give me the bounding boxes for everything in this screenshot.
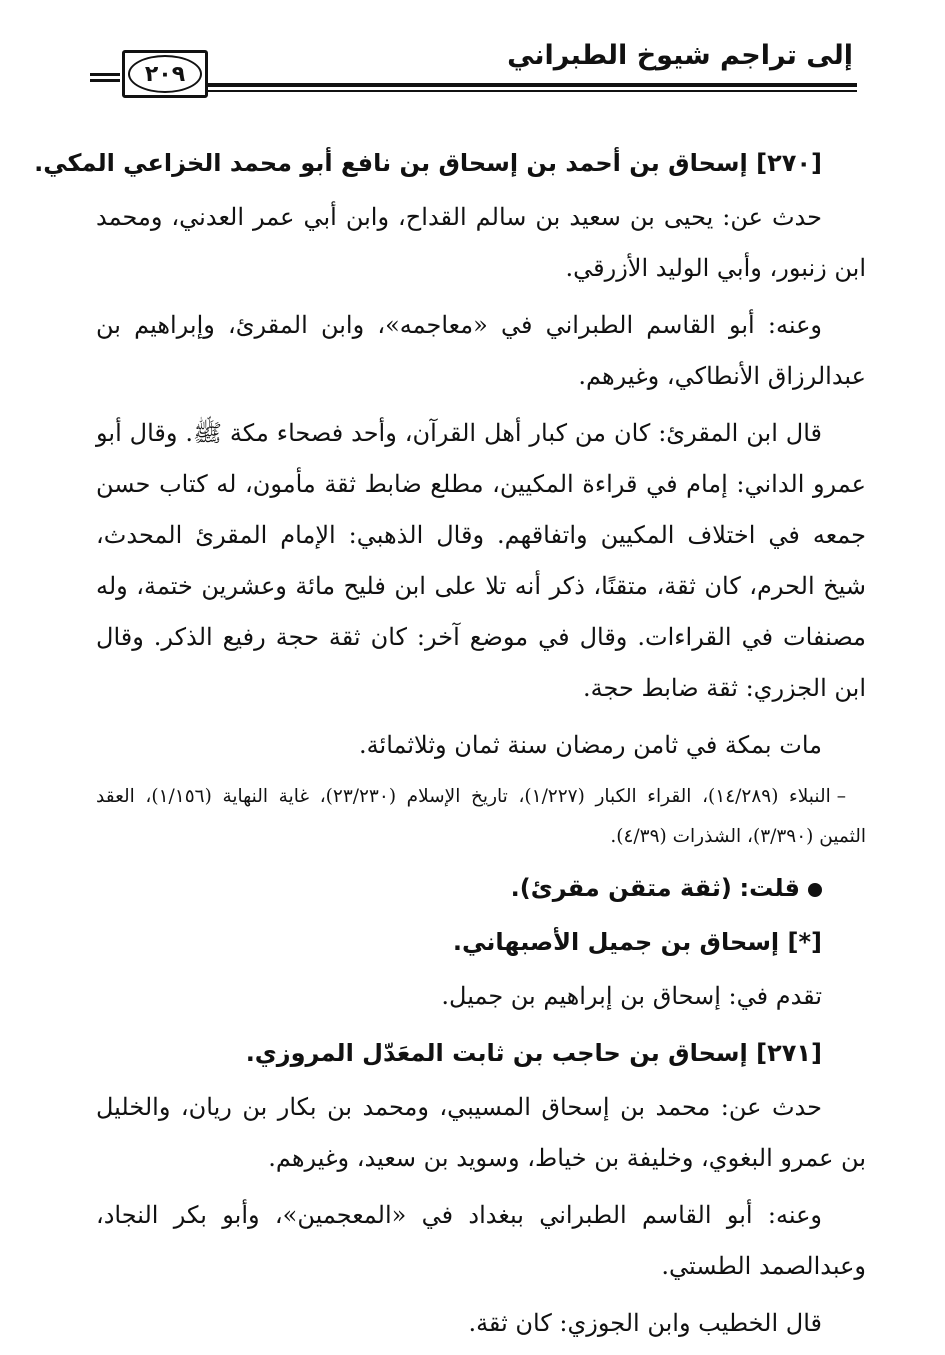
bullet-dot-icon (808, 883, 822, 897)
entry-271-narrated-from: حدث عن: محمد بن إسحاق المسيبي، ومحمد بن بكار بن ريان، والخليل بن عمرو البغوي، وخليفة بن خياط، وسويد بن سعيد، وغيرهم. (96, 1093, 866, 1172)
header-stub (90, 73, 120, 76)
entry-heading-271: [٢٧١] إسحاق بن حاجب بن ثابت المعَدّل المروزي. (245, 1039, 822, 1067)
header-rule-thin (208, 90, 857, 92)
entry-270-assessments: قال ابن المقرئ: كان من كبار أهل القرآن، وأحد فصحاء مكة ﷺ. وقال أبو عمرو الداني: إمام في قراءة المكيين، مطلع ضابط ثقة مأمون، له كتاب حسن جمعه في اختلاف المكيين واتفاقهم. وقال الذهبي: الإمام المقرئ المحدث، شيخ الحرم، كان ثقة، متقنًا، ذكر أنه تلا على ابن فليح مائة وعشرين ختمة، وله مصنفات في القراءات. وقال في موضع آخر: كان ثقة حجة رفيع الذكر. وقال ابن الجزري: ثقة ضابط حجة. (96, 419, 866, 702)
page-number: ٢٠٩ (128, 55, 202, 93)
entry-271-assessments: قال الخطيب وابن الجوزي: كان ثقة. (468, 1309, 822, 1337)
header-stub (90, 79, 120, 82)
entry-270-sources (96, 777, 866, 857)
footnote-dash: – (836, 786, 846, 807)
entry-270-death: مات بمكة في ثامن رمضان سنة ثمان وثلاثمائة. (359, 731, 822, 759)
page-number-frame (122, 50, 208, 98)
verdict-text: (ثقة متقن مقرئ). (510, 874, 732, 902)
entry-271-narrators: وعنه: أبو القاسم الطبراني ببغداد في «المعجمين»، وأبو بكر النجاد، وعبدالصمد الطستي. (96, 1201, 866, 1280)
entry-270-verdict (96, 863, 866, 913)
header-rule (208, 83, 857, 87)
entry-cross-ref-text: تقدم في: إسحاق بن إبراهيم بن جميل. (441, 982, 822, 1010)
entry-270-narrators: وعنه: أبو القاسم الطبراني في «معاجمه»، وابن المقرئ، وإبراهيم بن عبدالرزاق الأنطاكي، وغيرهم. (96, 311, 866, 390)
entry-heading-cross-ref: [*] إسحاق بن جميل الأصبهاني. (452, 928, 822, 956)
running-title: إلى تراجم شيوخ الطبراني (507, 40, 853, 71)
page-body (34, 138, 866, 1355)
entry-270-narrated-from: حدث عن: يحيى بن سعيد بن سالم القداح، وابن أبي عمر العدني، ومحمد ابن زنبور، وأبي الوليد الأزرقي. (96, 203, 866, 282)
verdict-label: قلت: (739, 874, 800, 902)
entry-heading-270: [٢٧٠] إسحاق بن أحمد بن إسحاق بن نافع أبو محمد الخزاعي المكي. (34, 149, 822, 177)
entry-270-sources-text: النبلاء (١٤/٢٨٩)، القراء الكبار (١/٢٢٧)، تاريخ الإسلام (٢٣/٢٣٠)، غاية النهاية (١/١٥٦)، العقد الثمين (٣/٣٩٠)، الشذرات (٤/٣٩). (96, 786, 866, 847)
